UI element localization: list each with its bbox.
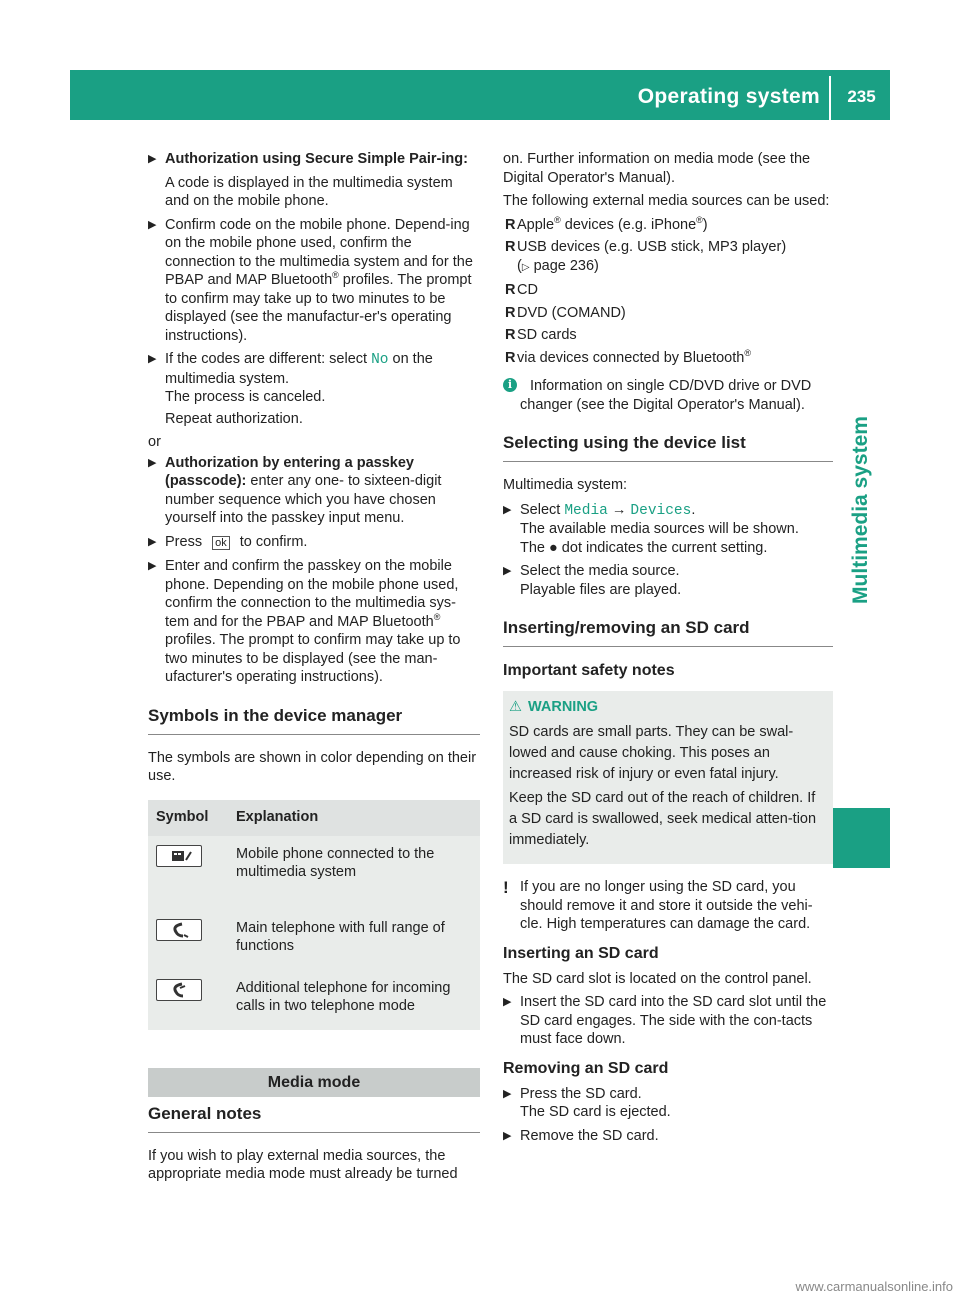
insert-text: Insert the SD card into the SD card slot until the SD card engages. The side with the con-tacts must face down.	[520, 994, 827, 1047]
caution-text: If you are no longer using the SD card, you should remove it and store it outside the vehi-cle. High temperatures can damage the card.	[520, 879, 813, 932]
header-bar	[70, 70, 890, 120]
phone-connected-icon	[156, 845, 202, 867]
step-select-media: ▶ Select Media → Devices. The available media sources will be shown. The ● dot indicates the current setting.	[503, 501, 799, 556]
caution-icon: !	[503, 878, 509, 897]
step-confirm-code: ▶ Confirm code on the mobile phone. Depend-ing on the mobile phone used, confirm the connection to the multimedia system and for the PBAP and MAP Bluetooth® profiles. The prompt to confirm may take up to two minutes to be displayed (see the manufactur-er's operating instructions).	[148, 216, 473, 344]
menu-arrow: →	[611, 501, 627, 518]
side-marker	[833, 808, 890, 868]
remove-sd-text: Remove the SD card.	[520, 1127, 659, 1144]
available-text: The available media sources will be shown.	[520, 521, 799, 537]
list-item: R CD	[505, 282, 538, 298]
arrow-icon: ▶	[148, 218, 157, 231]
dot-icon: ●	[549, 539, 558, 556]
enter-confirm-tail: profiles. The prompt to confirm may take up to two minutes to be displayed (see the man-ufacturer's operating instructions).	[165, 632, 461, 685]
media-continued: on. Further information on media mode (see the Digital Operator's Manual).	[503, 151, 811, 186]
confirm-code-tail: profiles. The prompt to confirm may take up to two minutes to be displayed (see the manufactur-er's operating instructions).	[165, 272, 472, 344]
general-notes-text: If you wish to play external media sources, the appropriate media mode must already be turned	[148, 1147, 458, 1182]
select-pre: Select	[520, 501, 565, 518]
media-menu[interactable]: Media	[564, 502, 608, 519]
sd-source: SD cards	[517, 327, 577, 343]
symbol-cell	[148, 836, 228, 906]
removing-sub: Removing an SD card	[503, 1059, 669, 1077]
list-item: R USB devices (e.g. USB stick, MP3 player) (▷ page 236)	[505, 239, 787, 274]
explanation-cell: Main telephone with full range of functions	[228, 910, 480, 970]
slot-text: The SD card slot is located on the control panel.	[503, 970, 812, 987]
header-separator	[829, 76, 831, 120]
dot-pre: The	[520, 539, 550, 556]
ok-key-icon: ok	[212, 536, 230, 550]
auth-ssp-desc: A code is displayed in the multimedia system and on the mobile phone.	[165, 174, 453, 209]
info-note	[503, 377, 833, 414]
step-auth-ssp	[148, 150, 480, 169]
select-source: Select the media source.	[520, 563, 680, 579]
or-text: or	[148, 434, 161, 450]
symbols-intro: The symbols are shown in color depending on their use.	[148, 749, 477, 784]
step-enter-confirm: ▶ Enter and confirm the passkey on the mobile phone. Depending on the mobile phone used, confirm the connection to the multimedia sys-tem and for the PBAP and MAP Bluetooth® profiles. The prompt to confirm may take up to two minutes to be displayed (see the man-ufacturer's operating instructions).	[148, 558, 461, 685]
bt-source: via devices connected by Bluetooth	[517, 349, 745, 366]
explanation-cell: Additional telephone for incoming calls in two telephone mode	[228, 970, 480, 1030]
list-item: R SD cards	[505, 327, 577, 343]
arrow-icon: ▶	[503, 503, 512, 516]
step-codes-different	[148, 350, 480, 407]
apple-pre: Apple	[517, 216, 555, 233]
additional-telephone-icon	[156, 979, 202, 1001]
arrow-icon: ▶	[148, 560, 157, 572]
warning-text-2: Keep the SD card out of the reach of children. If a SD card is swallowed, seek medical atten-tion immediately.	[509, 790, 817, 848]
arrow-icon: ▶	[148, 353, 157, 365]
col-symbol: Symbol	[148, 800, 228, 836]
general-notes-heading: General notes	[148, 1103, 480, 1133]
step-select-source	[503, 562, 833, 599]
media-mode-heading: Media mode	[148, 1068, 480, 1097]
warning-label: WARNING	[528, 699, 599, 715]
right-column	[503, 150, 833, 1150]
press-pre: Press	[165, 533, 203, 550]
arrow-icon: ▶	[503, 1129, 512, 1142]
dvd-source: DVD (COMAND)	[517, 304, 626, 321]
auth-passkey-title: Authorization by entering a passkey (passcode):	[165, 454, 414, 489]
step-remove-sd	[503, 1127, 833, 1146]
following-sources: The following external media sources can be used:	[503, 193, 830, 209]
apple-mid: devices (e.g. iPhone	[560, 216, 697, 233]
codes-diff-pre: If the codes are different: select	[165, 351, 372, 367]
left-column	[148, 150, 480, 1184]
multimedia-system-label: Multimedia system:	[503, 477, 628, 493]
table-row	[148, 910, 480, 970]
important-heading: Important safety notes	[503, 662, 675, 679]
warning-text-1: SD cards are small parts. They can be swal-lowed and cause choking. This poses an increased risk of injury or even fatal injury.	[509, 724, 794, 782]
symbols-heading: Symbols in the device manager	[148, 705, 480, 735]
step-auth-passkey	[148, 454, 480, 528]
table-row	[148, 836, 480, 906]
step-press-ok	[148, 533, 480, 553]
col-explanation: Explanation	[228, 800, 480, 836]
list-item: R via devices connected by Bluetooth®	[505, 347, 751, 366]
confirm-code-text: Confirm code on the mobile phone. Depend-ing on the mobile phone used, confirm the connection to the multimedia system and for the PBAP and MAP Bluetooth	[165, 216, 473, 288]
arrow-icon: ▶	[148, 456, 157, 469]
explanation-cell: Mobile phone connected to the multimedia system	[228, 836, 480, 906]
side-tab	[833, 380, 890, 640]
symbol-cell	[148, 910, 228, 970]
codes-diff-post: on the multimedia system.	[165, 351, 433, 387]
no-option[interactable]: No	[371, 352, 389, 368]
page-title: Operating system	[637, 85, 820, 108]
footer-watermark: www.carmanualsonline.info	[795, 1279, 953, 1294]
main-telephone-icon	[156, 919, 202, 941]
arrow-icon: ▶	[148, 535, 157, 548]
enter-confirm-text: Enter and confirm the passkey on the mobile phone. Depending on the mobile phone used, confirm the connection to the multimedia sys-tem and for the PBAP and MAP Bluetooth	[165, 558, 459, 630]
usb-source: USB devices (e.g. USB stick, MP3 player)	[517, 239, 787, 255]
inserting-sub: Inserting an SD card	[503, 944, 659, 962]
repeat-authorization: Repeat authorization.	[165, 410, 303, 427]
symbol-cell	[148, 970, 228, 1030]
info-note-text: Information on single CD/DVD drive or DVD changer (see the Digital Operator's Manual).	[520, 378, 812, 413]
arrow-icon: ▶	[503, 996, 512, 1008]
usb-page-ref[interactable]: page 236)	[533, 257, 599, 274]
auth-ssp-title: Authorization using Secure Simple Pair-ing:	[165, 151, 468, 167]
page-ref-icon: ▷	[521, 261, 530, 273]
page-number: 235	[847, 87, 876, 106]
info-icon: i	[503, 378, 517, 392]
inserting-heading: Inserting/removing an SD card	[503, 617, 833, 647]
apple-end: )	[702, 216, 708, 233]
table-row	[148, 970, 480, 1030]
devices-menu[interactable]: Devices	[630, 502, 692, 519]
side-tab-label: Multimedia system	[849, 416, 872, 604]
press-post: to confirm.	[239, 533, 308, 550]
arrow-icon: ▶	[503, 1087, 512, 1100]
symbols-table	[148, 800, 480, 1030]
auth-passkey-text: enter any one- to sixteen-digit number sequence which you have chosen yourself into the passkey input menu.	[165, 473, 442, 526]
ejected-text: The SD card is ejected.	[520, 1104, 671, 1120]
step-insert	[503, 993, 833, 1049]
warning-icon: ⚠	[509, 699, 522, 715]
arrow-icon: ▶	[148, 153, 157, 165]
caution-note	[503, 878, 833, 934]
press-sd-text: Press the SD card.	[520, 1085, 642, 1102]
list-item: R DVD (COMAND)	[505, 304, 626, 321]
dot-post: dot indicates the current setting.	[557, 539, 768, 556]
list-item: R Apple® devices (e.g. iPhone®)	[505, 214, 708, 233]
arrow-icon: ▶	[503, 565, 512, 577]
selecting-heading: Selecting using the device list	[503, 432, 833, 462]
warning-box	[503, 691, 833, 864]
playable-text: Playable files are played.	[520, 581, 682, 598]
warning-title	[509, 697, 827, 718]
process-canceled: The process is canceled.	[165, 389, 326, 405]
step-press-sd	[503, 1085, 833, 1122]
cd-source: CD	[517, 282, 538, 298]
